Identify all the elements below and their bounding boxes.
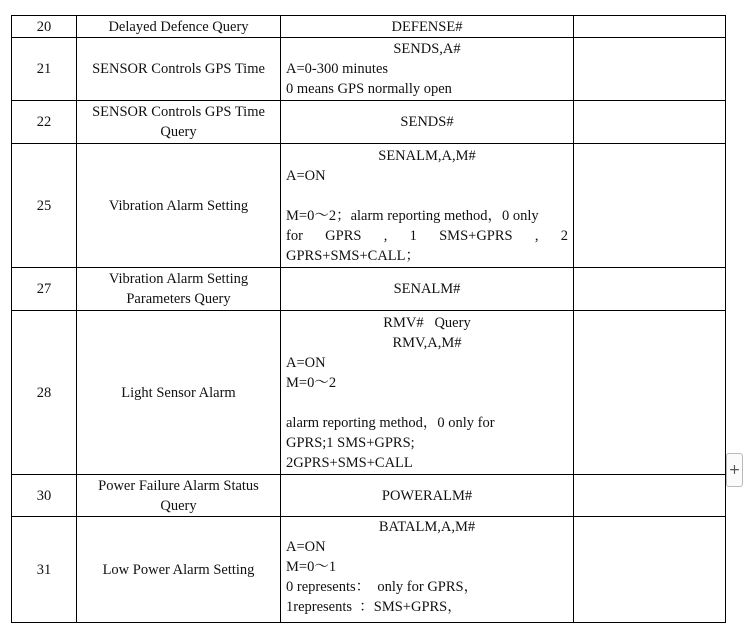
empty-cell [574, 16, 726, 38]
row-number: 28 [12, 311, 77, 475]
function-name: Low Power Alarm Setting [77, 517, 281, 623]
command-cell [281, 144, 574, 268]
command-detail: A=0-300 minutes [286, 61, 389, 77]
command-cell [281, 268, 574, 311]
command-text: SENALM,A,M# [378, 147, 476, 164]
command-detail: 0 means GPS normally open [286, 81, 452, 97]
row-number: 27 [12, 268, 77, 311]
add-row-button[interactable] [726, 453, 743, 487]
blank-line [286, 393, 568, 413]
command-cell [281, 311, 574, 475]
row-number: 30 [12, 475, 77, 517]
row-number: 25 [12, 144, 77, 268]
table-row [12, 144, 726, 268]
command-detail: A=ON [286, 167, 326, 184]
command-detail: alarm reporting method，0 only for [286, 414, 495, 431]
command-text: SENDS,A# [393, 41, 461, 57]
command-detail: GPRS+SMS+CALL； [286, 247, 421, 264]
function-name: Vibration Alarm Setting [77, 144, 281, 268]
command-cell [281, 16, 574, 38]
empty-cell [574, 311, 726, 475]
command-detail: M=0～2；alarm reporting method，0 only [286, 207, 539, 224]
plus-icon: + [728, 462, 741, 478]
row-number: 21 [12, 38, 77, 101]
command-text: POWERALM# [381, 487, 473, 504]
function-name: Power Failure Alarm Status Query [77, 475, 281, 517]
command-detail: A=ON [286, 354, 326, 371]
empty-cell [574, 517, 726, 623]
table-row [12, 268, 726, 311]
command-cell [281, 517, 574, 623]
function-name: Delayed Defence Query [77, 16, 281, 38]
command-cell [281, 101, 574, 144]
command-text: DEFENSE# [391, 18, 463, 35]
command-text: BATALM,A,M# [378, 519, 476, 535]
command-detail: 0 represents： only for GPRS， [286, 579, 479, 595]
empty-cell [574, 101, 726, 144]
row-number: 31 [12, 517, 77, 623]
table-row [12, 475, 726, 517]
command-detail: A=ON [286, 539, 326, 555]
empty-cell [574, 268, 726, 311]
command-detail: 1represents ：SMS+GPRS， [286, 599, 462, 615]
command-text: SENALM# [393, 281, 461, 297]
function-name: Light Sensor Alarm [77, 311, 281, 475]
function-name: SENSOR Controls GPS Time Query [77, 101, 281, 144]
command-text-2: RMV,A,M# [392, 334, 462, 351]
command-detail: 2GPRS+SMS+CALL [286, 454, 413, 471]
blank-line [286, 186, 568, 206]
empty-cell [574, 38, 726, 101]
command-detail: for GPRS , 1 SMS+GPRS , 2 [286, 227, 568, 244]
command-detail: GPRS;1 SMS+GPRS; [286, 434, 415, 451]
command-cell [281, 475, 574, 517]
command-table [11, 15, 726, 623]
command-detail: M=0～2 [286, 374, 337, 391]
command-text: SENDS# [400, 114, 454, 130]
command-detail: M=0～1 [286, 559, 337, 575]
command-cell [281, 38, 574, 101]
function-name: Vibration Alarm Setting Parameters Query [77, 268, 281, 311]
table-row [12, 16, 726, 38]
table-row [12, 517, 726, 623]
empty-cell [574, 144, 726, 268]
table-row [12, 311, 726, 475]
row-number: 20 [12, 16, 77, 38]
table-row [12, 38, 726, 101]
row-number: 22 [12, 101, 77, 144]
empty-cell [574, 475, 726, 517]
command-text: RMV# Query [383, 314, 471, 331]
table-row [12, 101, 726, 144]
function-name: SENSOR Controls GPS Time [77, 38, 281, 101]
